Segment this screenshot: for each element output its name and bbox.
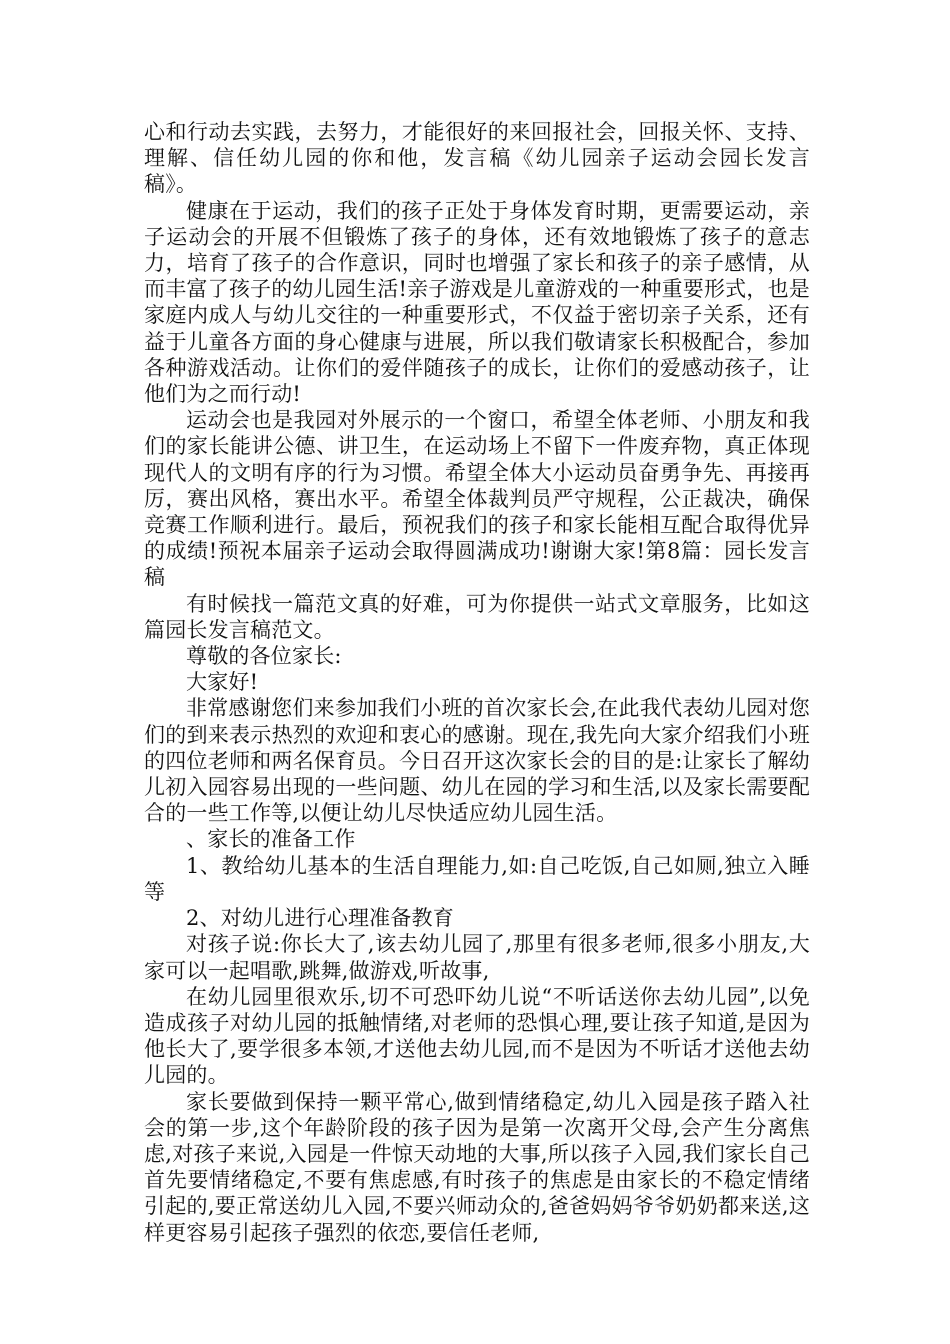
- list-item-self-care: 1、教给幼儿基本的生活自理能力,如:自己吃饭,自己如厕,独立入睡等: [144, 853, 810, 904]
- list-item-psychological-prep: 2、对幼儿进行心理准备教育: [186, 906, 454, 931]
- paragraph-health-sports: 健康在于运动，我们的孩子正处于身体发育时期，更需要运动，亲子运动会的开展不但锻炼了孩子的身体，还有效地锻炼了孩子的意志力，培育了孩子的合作意识，同时也增强了家长和孩子的亲子感情，从而丰富了孩子的幼儿园生活!亲子游戏是儿童游戏的一种重要形式，也是家庭内成人与幼儿交往的一种重要形式，不仅益于密切亲子关系，还有益于儿童各方面的身心健康与进展，所以我们敬请家长积极配合，参加各种游戏活动。让你们的爱伴随孩子的成长，让你们的爱感动孩子，让他们为之而行动!: [144, 198, 810, 407]
- paragraph-greeting: 大家好!: [186, 670, 259, 695]
- paragraph-sample-intro: 有时候找一篇范文真的好难，可为你提供一站式文章服务，比如这篇园长发言稿范文。: [144, 591, 810, 642]
- paragraph-happy-kindergarten: 在幼儿园里很欢乐,切不可恐吓幼儿说“不听话送你去幼儿园”,以免造成孩子对幼儿园的抵触情绪,对老师的恐惧心理,要让孩子知道,是因为他长大了,要学很多本领,才送他去幼儿园,而不是因为不听话才送他去幼儿园的。: [144, 984, 810, 1088]
- paragraph-sports-meet-window: 运动会也是我园对外展示的一个窗口，希望全体老师、小朋友和我们的家长能讲公德、讲卫生，在运动场上不留下一件废弃物，真正体现现代人的文明有序的行为习惯。希望全体大小运动员奋勇争先、再接再厉，赛出风格，赛出水平。希望全体裁判员严守规程，公正裁决，确保竞赛工作顺利进行。最后，预祝我们的孩子和家长能相互配合取得优异的成绩!预祝本届亲子运动会取得圆满成功!谢谢大家!第8篇：园长发言稿: [144, 408, 810, 590]
- paragraph-calm-mind: 家长要做到保持一颗平常心,做到情绪稳定,幼儿入园是孩子踏入社会的第一步,这个年龄阶段的孩子因为是第一次离开父母,会产生分离焦虑,对孩子来说,入园是一件惊天动地的大事,所以孩子入园,我们家长自己首先要情绪稳定,不要有焦虑感,有时孩子的焦虑是由家长的不稳定情绪引起的,要正常送幼儿入园,不要兴师动众的,爸爸妈妈爷爷奶奶都来送,这样更容易引起孩子强烈的依恋,要信任老师,: [144, 1089, 810, 1245]
- paragraph-continuation: 心和行动去实践，去努力，才能很好的来回报社会，回报关怀、支持、理解、信任幼儿园的你和他，发言稿《幼儿园亲子运动会园长发言稿》。: [144, 120, 810, 197]
- section-heading-parent-preparation: 、家长的准备工作: [186, 827, 356, 852]
- document-body: [144, 119, 810, 1246]
- paragraph-thanks: 非常感谢您们来参加我们小班的首次家长会,在此我代表幼儿园对您们的到来表示热烈的欢迎和衷心的感谢。现在,我先向大家介绍我们小班的四位老师和两名保育员。今日召开这次家长会的目的是:让家长了解幼儿初入园容易出现的一些问题、幼儿在园的学习和生活,以及家长需要配合的一些工作等,以便让幼儿尽快适应幼儿园生活。: [144, 696, 810, 826]
- paragraph-tell-child: 对孩子说:你长大了,该去幼儿园了,那里有很多老师,很多小朋友,大家可以一起唱歌,跳舞,做游戏,听故事,: [144, 932, 810, 983]
- paragraph-salutation: 尊敬的各位家长:: [186, 644, 342, 669]
